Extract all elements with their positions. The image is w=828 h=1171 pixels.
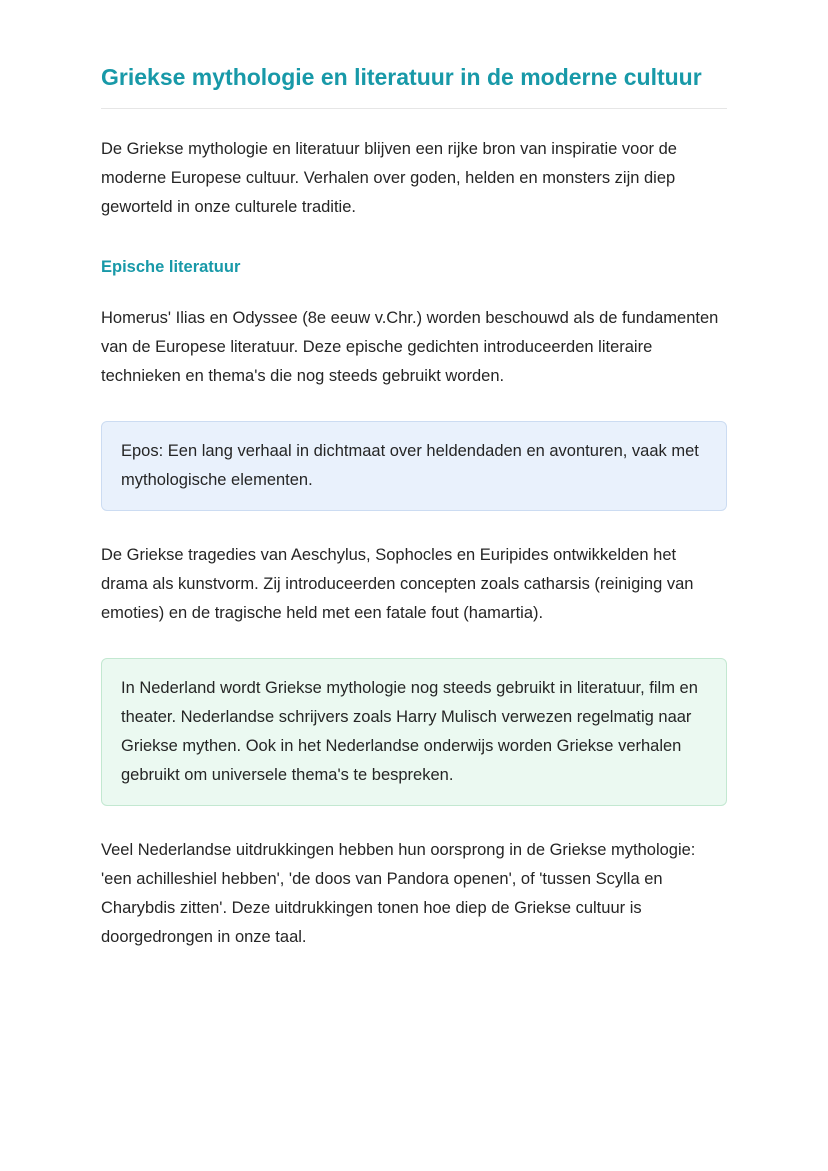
section-heading-epische-literatuur: Epische literatuur — [101, 258, 241, 276]
definition-callout-epos: Epos: Een lang verhaal in dichtmaat over heldendaden en avonturen, vaak met mythologische elementen. — [101, 421, 727, 511]
paragraph-homerus: Homerus' Ilias en Odyssee (8e eeuw v.Chr.) worden beschouwd als de fundamenten van de Europese literatuur. Deze epische gedichten introduceerden literaire technieken en thema's die nog steeds gebruikt worden. — [101, 309, 719, 385]
note-callout-nederland: In Nederland wordt Griekse mythologie nog steeds gebruikt in literatuur, film en theater. Nederlandse schrijvers zoals Harry Mulisch verwezen regelmatig naar Griekse mythen. Ook in het Nederlandse onderwijs worden Griekse verhalen gebruikt om universele thema's te bespreken. — [101, 658, 727, 806]
page-title: Griekse mythologie en literatuur in de moderne cultuur — [101, 62, 727, 109]
intro-paragraph: De Griekse mythologie en literatuur blijven een rijke bron van inspiratie voor de moderne Europese cultuur. Verhalen over goden, helden en monsters zijn diep geworteld in onze culturele traditie. — [101, 140, 677, 216]
paragraph-uitdrukkingen: Veel Nederlandse uitdrukkingen hebben hun oorsprong in de Griekse mythologie: 'een achilleshiel hebben', 'de doos van Pandora openen', of 'tussen Scylla en Charybdis zitten'. Deze uitdrukkingen tonen hoe diep de Griekse cultuur is doorgedrongen in onze taal. — [101, 841, 696, 946]
paragraph-tragedie: De Griekse tragedies van Aeschylus, Sophocles en Euripides ontwikkelden het drama als kunstvorm. Zij introduceerden concepten zoals catharsis (reiniging van emoties) en de tragische held met een fatale fout (hamartia). — [101, 546, 694, 622]
